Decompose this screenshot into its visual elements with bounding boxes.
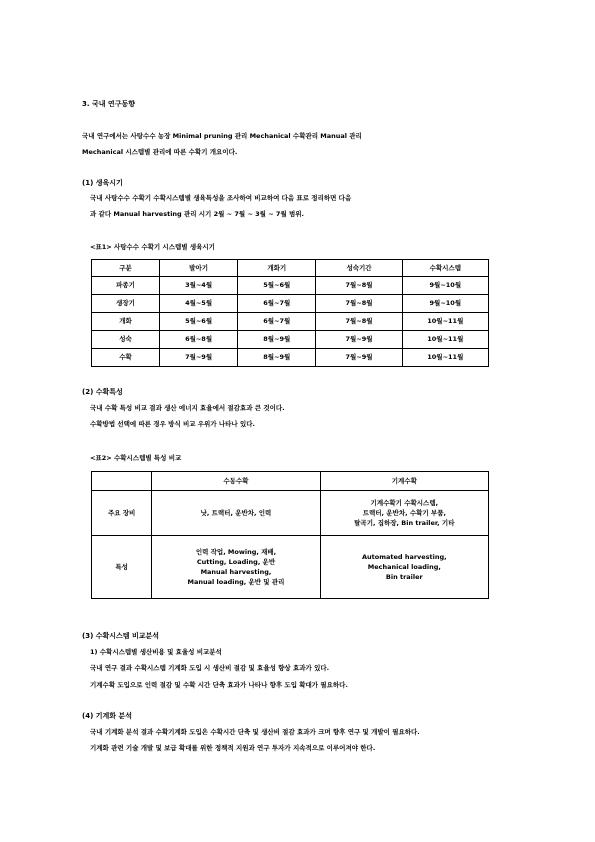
- table-row-label: 특성: [92, 536, 152, 599]
- table-cell: 7월~9월: [160, 349, 238, 367]
- sub3-line-2: 국내 연구 결과 수확시스템 기계화 도입 시 생산비 절감 및 효율성 향상 효과가 있다.: [90, 664, 330, 672]
- table-cell: 성숙: [92, 331, 160, 349]
- table-row: [92, 491, 489, 536]
- table-header-cell: 개화기: [238, 260, 316, 277]
- cell-line: Manual harvesting,: [200, 568, 272, 576]
- intro-line-1: 국내 연구에서는 사탕수수 농장 Minimal pruning 관리 Mechanical 수확관리 Manual 관리: [82, 132, 362, 140]
- table-cell: [320, 491, 488, 536]
- table-cell: 개화: [92, 313, 160, 331]
- table-cell: 7월~9월: [316, 331, 402, 349]
- table1-caption: <표1> 사탕수수 수확기 시스템별 생육시기: [90, 243, 215, 251]
- sub1-line-2: 과 같다 Manual harvesting 관리 시기 2월 ~ 7월 ~ 3월 ~ 7월 범위.: [90, 210, 305, 218]
- cell-line: 인력 작업, Mowing, 재배,: [195, 548, 277, 556]
- table-row: [92, 295, 489, 313]
- cell-line: Bin trailer: [385, 573, 423, 581]
- cell-line: Automated harvesting,: [362, 553, 447, 561]
- table-cell: 9월~10월: [402, 295, 488, 313]
- table-cell: 낫, 트랙터, 운반차, 인력: [152, 491, 320, 536]
- cell-line: Mechanical loading,: [367, 563, 441, 571]
- table-cell: 10월~11월: [402, 331, 488, 349]
- sub4-line-1: 국내 기계화 분석 결과 수확기계화 도입은 수확시간 단축 및 생산비 절감 효과가 크며 향후 연구 및 개발이 필요하다.: [90, 728, 420, 736]
- table-cell: 7월~8월: [316, 313, 402, 331]
- sub2-line-2: 수확방법 선택에 따른 경우 방식 비교 우위가 나타나 있다.: [90, 420, 255, 428]
- harvest-system-table: [91, 471, 489, 599]
- table-cell: 6월~8월: [160, 331, 238, 349]
- sub2-title: (2) 수확특성: [82, 388, 123, 396]
- table-cell: 4월~5월: [160, 295, 238, 313]
- table-cell: 3월~4월: [160, 277, 238, 295]
- cell-line: Cutting, Loading, 운반: [196, 558, 276, 566]
- sub3-title: (3) 수확시스템 비교분석: [82, 632, 160, 640]
- sub4-line-2: 기계화 관련 기술 개발 및 보급 확대를 위한 정책적 지원과 연구 투자가 지속적으로 이루어져야 한다.: [90, 744, 376, 752]
- table-header-cell: 수동수확: [152, 472, 320, 491]
- table-row: [92, 313, 489, 331]
- table-row: [92, 331, 489, 349]
- table-header-cell: 성숙기간: [316, 260, 402, 277]
- table-cell: [152, 536, 320, 599]
- sub4-title: (4) 기계화 분석: [82, 712, 132, 720]
- sub3-line-1: 1) 수확시스템별 생산비용 및 효율성 비교분석: [90, 648, 222, 656]
- table-cell: 8월~9월: [238, 331, 316, 349]
- table-header-cell: 구분: [92, 260, 160, 277]
- sub1-line-1: 국내 사탕수수 수확기 수확시스템별 생육특성을 조사하여 비교하여 다음 표로 정리하면 다음: [90, 194, 352, 202]
- table-header-row: [92, 472, 489, 491]
- cell-line: 트랙터, 운반차, 수확기 부품,: [362, 509, 446, 517]
- table-row-label: 주요 장비: [92, 491, 152, 536]
- sub1-title: (1) 생육시기: [82, 179, 123, 187]
- section-title: 3. 국내 연구동향: [82, 100, 135, 108]
- table-header-cell: 발아기: [160, 260, 238, 277]
- intro-line-2: Mechanical 시스템별 관리에 따른 수확기 개요이다.: [82, 148, 238, 156]
- table-header-row: [92, 260, 489, 277]
- table-header-cell: 수확시스템: [402, 260, 488, 277]
- table-row: [92, 277, 489, 295]
- table-cell: 10월~11월: [402, 313, 488, 331]
- cell-line: 기계수확기 수확시스템,: [370, 499, 439, 507]
- growth-period-table: [91, 259, 489, 367]
- sub2-line-1: 국내 수확 특성 비교 결과 생산 에너지 효율에서 절감효과 큰 것이다.: [90, 404, 285, 412]
- table-row: [92, 536, 489, 599]
- table-cell: 6월~7월: [238, 313, 316, 331]
- table-cell: 10월~11월: [402, 349, 488, 367]
- table-cell: 수확: [92, 349, 160, 367]
- table-header-cell: [92, 472, 152, 491]
- table-cell: 8월~9월: [238, 349, 316, 367]
- table-cell: 7월~8월: [316, 295, 402, 313]
- table-cell: 파종기: [92, 277, 160, 295]
- sub3-line-3: 기계수확 도입으로 인력 절감 및 수확 시간 단축 효과가 나타나 향후 도입 확대가 필요하다.: [90, 681, 348, 689]
- table-cell: 5월~6월: [238, 277, 316, 295]
- cell-line: 탈곡기, 집하장, Bin trailer, 기타: [354, 519, 455, 527]
- table-cell: 7월~8월: [316, 277, 402, 295]
- table-cell: 9월~10월: [402, 277, 488, 295]
- table-cell: 5월~6월: [160, 313, 238, 331]
- table-cell: [320, 536, 488, 599]
- table-cell: 생장기: [92, 295, 160, 313]
- table-cell: 7월~9월: [316, 349, 402, 367]
- table-cell: 6월~7월: [238, 295, 316, 313]
- table-row: [92, 349, 489, 367]
- table-header-cell: 기계수확: [320, 472, 488, 491]
- table2-caption: <표2> 수확시스템별 특성 비교: [90, 454, 182, 462]
- cell-line: Manual loading, 운반 및 관리: [187, 578, 285, 586]
